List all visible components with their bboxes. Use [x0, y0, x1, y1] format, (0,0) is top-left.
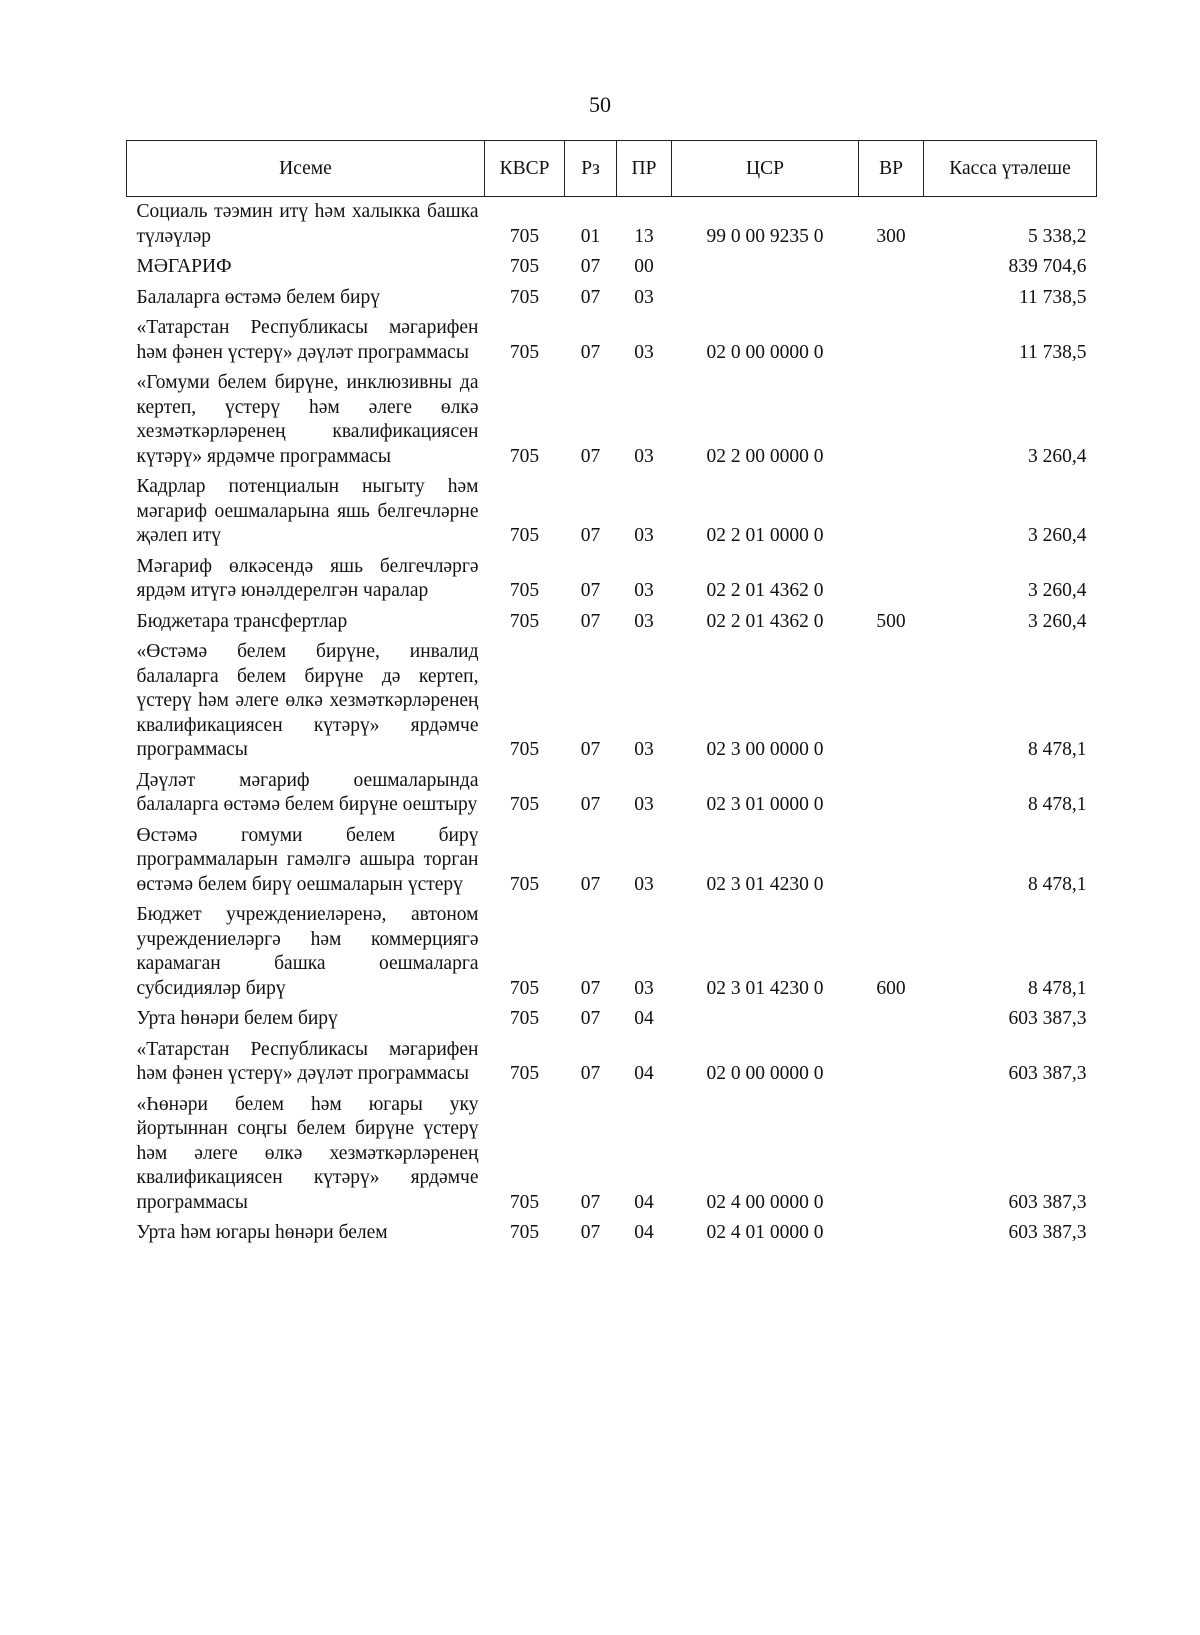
row-name: Дәүләт мәгариф оешмаларында балаларга өстәмә белем бирүне оештыру [136, 769, 479, 815]
row-name: Мәгариф өлкәсендә яшь белгечләргә ярдәм итүгә юнәлдерелгән чаралар [136, 555, 479, 601]
row-name: Бюджетара трансфертлар [136, 610, 348, 632]
row-pr: 04 [634, 1063, 654, 1084]
row-rz: 07 [580, 580, 601, 601]
row-csr: 02 0 00 0000 0 [706, 1063, 824, 1084]
row-kvsr: 705 [509, 525, 540, 546]
row-pr: 04 [634, 1191, 654, 1213]
row-kvsr: 705 [509, 610, 540, 632]
row-name: Урта һәм югары һөнәри белем [136, 1222, 388, 1243]
row-vr [859, 1218, 924, 1249]
row-sum: 603 387,3 [1008, 1063, 1087, 1084]
row-vr [859, 637, 924, 766]
row-name: Кадрлар потенциалын ныгыту һәм мәгариф оешмаларына яшь белгечләрне җәлеп итү [136, 476, 479, 546]
row-pr: 03 [634, 794, 654, 815]
row-vr: 500 [876, 610, 906, 632]
row-name: Балаларга өстәмә белем бирү [136, 286, 380, 308]
row-sum: 8 478,1 [1028, 977, 1087, 999]
row-kvsr: 705 [509, 873, 540, 895]
row-rz: 07 [580, 739, 601, 760]
row-kvsr: 705 [509, 580, 540, 601]
row-rz: 07 [580, 1063, 601, 1084]
row-sum: 8 478,1 [1028, 739, 1087, 760]
row-pr: 03 [634, 610, 654, 632]
row-kvsr: 705 [509, 225, 540, 247]
row-name: «Гомуми белем бирүне, инклюзивны да кертеп, үстерү һәм әлеге өлкә хезмәткәрләренең квалификациясен күтәрү» ярдәмче программасы [136, 372, 479, 467]
row-vr [859, 766, 924, 821]
row-name: «Татарстан Республикасы мәгарифен һәм фәнен үстерү» дәүләт программасы [136, 317, 479, 363]
table-row [127, 821, 1097, 901]
row-rz: 01 [580, 225, 601, 247]
header-vr: ВР [859, 141, 924, 197]
row-sum: 11 738,5 [1018, 286, 1087, 308]
row-csr [672, 252, 859, 283]
row-pr: 03 [634, 525, 654, 546]
table-row [127, 607, 1097, 638]
table-row [127, 1090, 1097, 1219]
row-vr [859, 552, 924, 607]
row-kvsr: 705 [509, 1191, 540, 1213]
row-name: МӘГАРИФ [136, 256, 232, 277]
row-sum: 3 260,4 [1028, 610, 1087, 632]
row-pr: 03 [634, 445, 654, 467]
row-kvsr: 705 [509, 1222, 540, 1243]
row-rz: 07 [580, 873, 601, 895]
row-rz: 07 [580, 525, 601, 546]
row-kvsr: 705 [509, 739, 540, 760]
header-sum: Касса үтәлеше [924, 141, 1097, 197]
row-csr: 02 2 01 4362 0 [706, 580, 824, 601]
row-csr: 02 4 00 0000 0 [706, 1191, 824, 1213]
row-vr: 600 [876, 977, 906, 999]
table-body [127, 197, 1097, 1249]
header-rz: Рз [565, 141, 617, 197]
row-pr: 03 [634, 580, 654, 601]
row-sum: 603 387,3 [1008, 1222, 1087, 1243]
row-vr [859, 252, 924, 283]
row-csr: 99 0 00 9235 0 [706, 225, 824, 247]
row-sum: 8 478,1 [1028, 794, 1087, 815]
row-pr: 03 [634, 977, 654, 999]
row-csr: 02 3 01 4230 0 [706, 873, 824, 895]
table-row [127, 1035, 1097, 1090]
page-number: 50 [589, 92, 611, 117]
row-name: Бюджет учреждениеләренә, автоном учреждениеләргә һәм коммерциягә карамаган башка оешмаларга субсидияләр бирү [136, 904, 479, 999]
row-rz: 07 [580, 1191, 601, 1213]
row-kvsr: 705 [509, 794, 540, 815]
row-pr: 13 [634, 225, 654, 247]
row-pr: 03 [634, 739, 654, 760]
row-name: «Татарстан Республикасы мәгарифен һәм фәнен үстерү» дәүләт программасы [136, 1038, 479, 1084]
row-kvsr: 705 [509, 256, 540, 277]
table-row [127, 900, 1097, 1004]
row-pr: 03 [634, 286, 654, 308]
row-vr [859, 472, 924, 552]
row-name: «Һөнәри белем һәм югары уку йортыннан соңгы белем бирүне үстерү һәм әлеге өлкә хезмәткәрләренең квалификациясен күтәрү» ярдәмче программасы [136, 1093, 479, 1213]
table-row [127, 283, 1097, 314]
table-row [127, 472, 1097, 552]
row-rz: 07 [580, 977, 601, 999]
table-row [127, 766, 1097, 821]
row-csr: 02 4 01 0000 0 [706, 1222, 824, 1243]
header-name: Исеме [127, 141, 485, 197]
row-csr [672, 283, 859, 314]
row-rz: 07 [580, 610, 601, 632]
row-pr: 00 [634, 256, 654, 277]
row-sum: 3 260,4 [1028, 580, 1087, 601]
row-name: Урта һөнәри белем бирү [136, 1008, 338, 1029]
row-csr: 02 3 01 0000 0 [706, 794, 824, 815]
row-kvsr: 705 [509, 341, 540, 363]
row-pr: 04 [634, 1008, 654, 1029]
row-name: «Өстәмә белем бирүне, инвалид балаларга белем бирүне дә кертеп, үстерү һәм әлеге өлкә хезмәткәрләренең квалификациясен күтәрү» ярдәмче программасы [136, 641, 479, 760]
row-name: Социаль тәэмин итү һәм халыкка башка түләүләр [136, 201, 479, 247]
row-kvsr: 705 [509, 445, 540, 467]
header-csr: ЦСР [672, 141, 859, 197]
table-header [127, 141, 1097, 197]
table-row [127, 1004, 1097, 1035]
row-rz: 07 [580, 1008, 601, 1029]
row-vr [859, 368, 924, 472]
row-csr: 02 3 01 4230 0 [706, 977, 824, 999]
header-kvsr: КВСР [485, 141, 565, 197]
row-csr: 02 2 00 0000 0 [706, 445, 824, 467]
row-kvsr: 705 [509, 286, 540, 308]
row-sum: 11 738,5 [1018, 341, 1087, 363]
row-rz: 07 [580, 256, 601, 277]
row-csr: 02 2 01 4362 0 [706, 610, 824, 632]
row-vr [859, 1090, 924, 1219]
row-pr: 04 [634, 1222, 654, 1243]
row-csr: 02 2 01 0000 0 [706, 525, 824, 546]
row-sum: 603 387,3 [1008, 1191, 1087, 1213]
row-rz: 07 [580, 445, 601, 467]
row-sum: 8 478,1 [1028, 873, 1087, 895]
budget-table [126, 140, 1097, 1249]
row-sum: 603 387,3 [1008, 1008, 1087, 1029]
row-pr: 03 [634, 873, 654, 895]
row-csr: 02 0 00 0000 0 [706, 341, 824, 363]
row-rz: 07 [580, 794, 601, 815]
table-row [127, 1218, 1097, 1249]
row-sum: 839 704,6 [1008, 256, 1087, 277]
table-row [127, 368, 1097, 472]
row-rz: 07 [580, 1222, 601, 1243]
table-row [127, 197, 1097, 253]
row-vr [859, 1035, 924, 1090]
row-kvsr: 705 [509, 1008, 540, 1029]
table-row [127, 313, 1097, 368]
row-pr: 03 [634, 341, 654, 363]
row-csr: 02 3 00 0000 0 [706, 739, 824, 760]
row-sum: 5 338,2 [1028, 225, 1087, 247]
row-vr: 300 [876, 225, 906, 247]
row-rz: 07 [580, 341, 601, 363]
row-rz: 07 [580, 286, 601, 308]
row-csr [672, 1004, 859, 1035]
row-vr [859, 821, 924, 901]
row-sum: 3 260,4 [1028, 525, 1087, 546]
table-row [127, 552, 1097, 607]
row-vr [859, 313, 924, 368]
row-vr [859, 283, 924, 314]
row-kvsr: 705 [509, 1063, 540, 1084]
table-row [127, 637, 1097, 766]
row-kvsr: 705 [509, 977, 540, 999]
row-vr [859, 1004, 924, 1035]
row-sum: 3 260,4 [1028, 445, 1087, 467]
header-pr: ПР [617, 141, 672, 197]
table-row [127, 252, 1097, 283]
row-name: Өстәмә гомуми белем бирү программаларын гамәлгә ашыра торган өстәмә белем бирү оешмаларын үстерү [136, 824, 479, 895]
